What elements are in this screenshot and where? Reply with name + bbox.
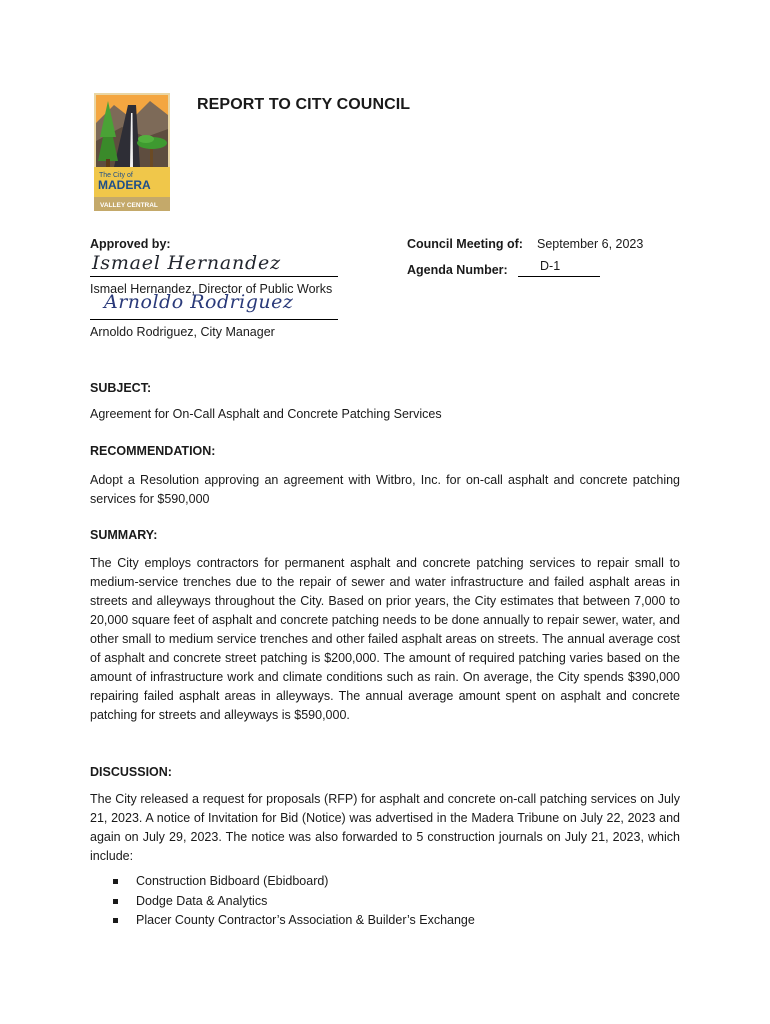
- subject-text: Agreement for On-Call Asphalt and Concrete Patching Services: [90, 407, 442, 421]
- discussion-text: The City released a request for proposals (RFP) for asphalt and concrete on-call patching services on July 21, 2023. A notice of Invitation for Bid (Notice) was advertised in the Madera Tribune on July 22, 2023 and again on July 29, 2023. The notice was also forwarded to 5 construction journals on July 21, 2023, which include:: [90, 792, 680, 863]
- list-item: Dodge Data & Analytics: [110, 892, 475, 912]
- svg-text:The City of: The City of: [99, 172, 133, 179]
- director-signature: Ismael Hernandez: [92, 252, 281, 274]
- svg-text:MADERA: MADERA: [98, 178, 151, 192]
- list-item: Placer County Contractor’s Association & Builder’s Exchange: [110, 911, 475, 931]
- city-manager-signature: Arnoldo Rodriguez: [104, 291, 294, 313]
- agenda-number-label: Agenda Number:: [407, 263, 508, 277]
- signature-line-2: [90, 319, 338, 320]
- recommendation-heading: RECOMMENDATION:: [90, 444, 216, 458]
- city-manager-name-title: Arnoldo Rodriguez, City Manager: [90, 325, 275, 339]
- director-name-title: Ismael Hernandez, Director of Public Works: [90, 282, 333, 296]
- recommendation-text: Adopt a Resolution approving an agreement with Witbro, Inc. for on-call asphalt and concrete patching services for $590,000: [90, 473, 680, 506]
- signature-line-1: [90, 276, 338, 277]
- bullet-square-icon: [113, 899, 118, 904]
- discussion-heading: DISCUSSION:: [90, 765, 172, 779]
- agenda-number-line: [518, 276, 600, 277]
- bullet-square-icon: [113, 879, 118, 884]
- svg-text:VALLEY CENTRAL: VALLEY CENTRAL: [100, 202, 158, 209]
- construction-journals-list: [110, 872, 475, 931]
- list-item: Construction Bidboard (Ebidboard): [110, 872, 475, 892]
- council-meeting-label: Council Meeting of:: [407, 237, 523, 251]
- summary-text: The City employs contractors for permanent asphalt and concrete patching services to repair small to medium-service trenches due to the repair of sewer and water infrastructure and failed asphalt areas in streets and alleyways throughout the City. Based on prior years, the City estimates that between 7,000 to 20,000 square feet of asphalt and concrete patching needs to be done annually to repair sewer, water, and other small to medium service trenches and other failed asphalt areas on streets. The annual average cost of asphalt and concrete street patching is $200,000. The amount of required patching varies based on the amount of infrastructure work and climate conditions such as rain. On average, the City spends $390,000 repairing failed asphalt areas in alleyways. The annual average amount spent on asphalt and concrete patching for streets and alleyways is $590,000.: [90, 556, 680, 722]
- approved-by-label: Approved by:: [90, 237, 171, 251]
- summary-heading: SUMMARY:: [90, 528, 158, 542]
- agenda-number-value: D-1: [540, 259, 561, 273]
- subject-heading: SUBJECT:: [90, 381, 152, 395]
- city-of-madera-logo: [94, 93, 170, 211]
- bullet-square-icon: [113, 918, 118, 923]
- council-meeting-date: September 6, 2023: [537, 237, 644, 251]
- report-title: REPORT TO CITY COUNCIL: [197, 96, 411, 113]
